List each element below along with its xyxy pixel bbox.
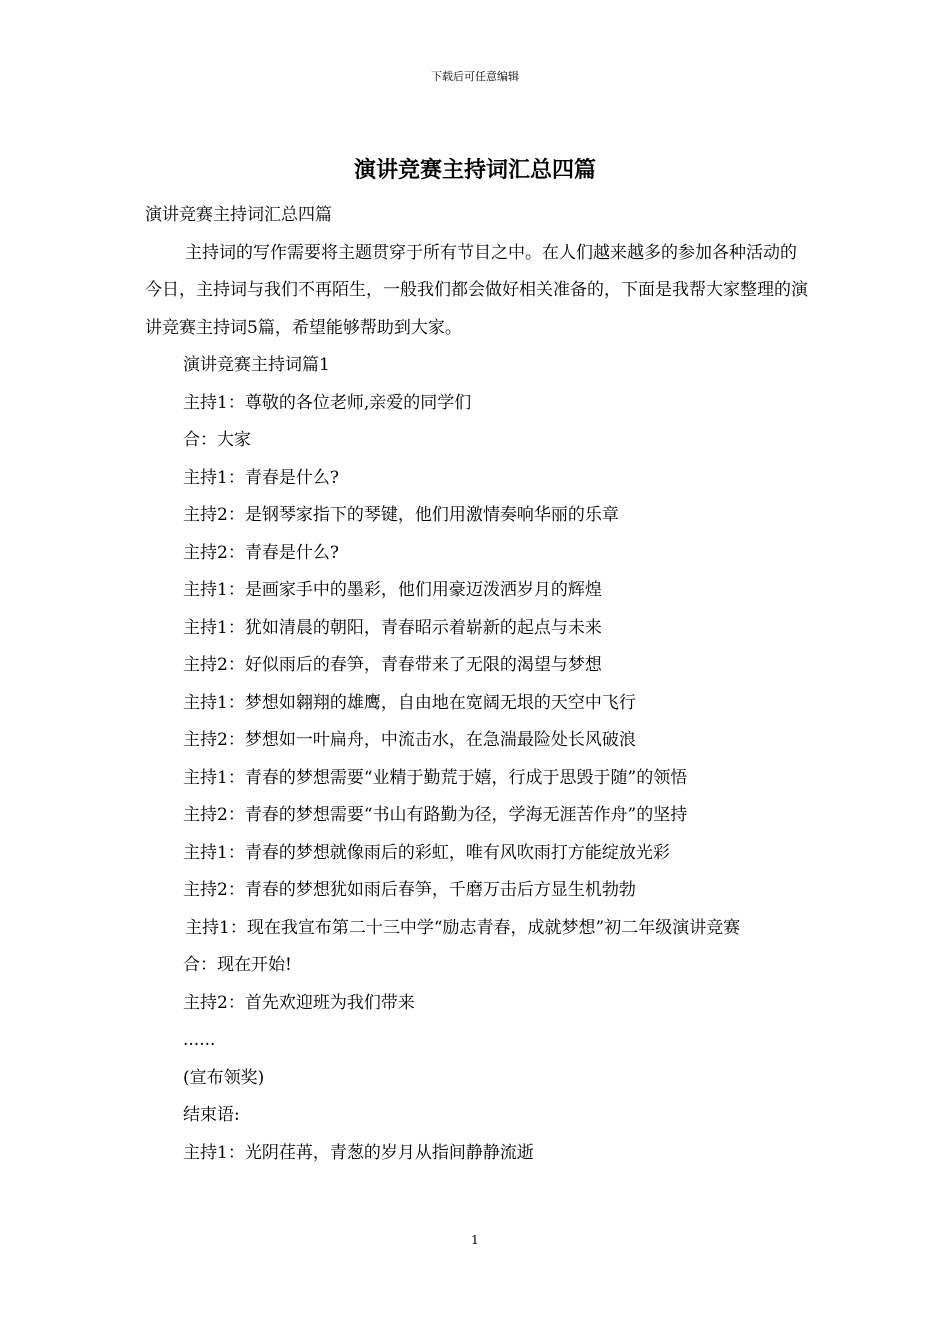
script-line: (宣布领奖) xyxy=(183,1067,265,1088)
script-line: 主持1：尊敬的各位老师,亲爱的同学们 xyxy=(183,392,472,413)
announce-line: 主持1：现在我宣布第二十三中学“励志青春，成就梦想”初二年级演讲竞赛 xyxy=(185,917,741,938)
script-line: 主持1：犹如清晨的朝阳，青春昭示着崭新的起点与未来 xyxy=(183,617,602,638)
document-subtitle: 演讲竞赛主持词汇总四篇 xyxy=(145,205,332,225)
script-line: 主持2：青春的梦想犹如雨后春笋，千磨万击后方显生机勃勃 xyxy=(183,880,636,900)
script-line: 主持1：青春是什么? xyxy=(183,467,339,488)
page-number: 1 xyxy=(471,1233,479,1247)
script-line: 主持2：好似雨后的春笋，青春带来了无限的渴望与梦想 xyxy=(183,655,602,675)
script-line: 主持2：青春是什么? xyxy=(183,542,339,563)
script-line: 合：现在开始! xyxy=(183,955,292,975)
header-note: 下载后可任意编辑 xyxy=(431,70,519,83)
script-line: 主持1：梦想如翱翔的雄鹰，自由地在宽阔无垠的天空中飞行 xyxy=(183,692,636,713)
script-line: 结束语: xyxy=(183,1105,240,1125)
script-line: 主持1：青春的梦想就像雨后的彩虹，唯有风吹雨打方能绽放光彩 xyxy=(183,842,670,863)
ellipsis-line: ...... xyxy=(183,1030,216,1050)
script-line: 主持1：青春的梦想需要“业精于勤荒于嬉，行成于思毁于随”的领悟 xyxy=(183,767,688,788)
script-line: 主持1：光阴荏苒，青葱的岁月从指间静静流逝 xyxy=(183,1142,534,1163)
script-line: 主持2：梦想如一叶扁舟，中流击水，在急湍最险处长风破浪 xyxy=(183,730,636,750)
document-title: 演讲竞赛主持词汇总四篇 xyxy=(353,157,596,183)
script-line: 主持1：是画家手中的墨彩，他们用豪迈泼洒岁月的辉煌 xyxy=(183,580,602,600)
script-line: 主持2：青春的梦想需要“书山有路勤为径，学海无涯苦作舟”的坚持 xyxy=(183,805,688,825)
intro-paragraph: 主持词的写作需要将主题贯穿于所有节目之中。在人们越来越多的参加各种活动的今日，主持词与我们不再陌生，一般我们都会做好相关准备的，下面是我帮大家整理的演讲竞赛主持词5篇，希望能够帮助到大家。 xyxy=(145,242,808,338)
document-body xyxy=(145,197,810,1172)
section-heading: 演讲竞赛主持词篇1 xyxy=(183,355,330,375)
script-line: 合：大家 xyxy=(183,430,251,450)
script-line: 主持2：首先欢迎班为我们带来 xyxy=(183,992,415,1013)
script-line: 主持2：是钢琴家指下的琴键，他们用激情奏响华丽的乐章 xyxy=(183,505,619,525)
